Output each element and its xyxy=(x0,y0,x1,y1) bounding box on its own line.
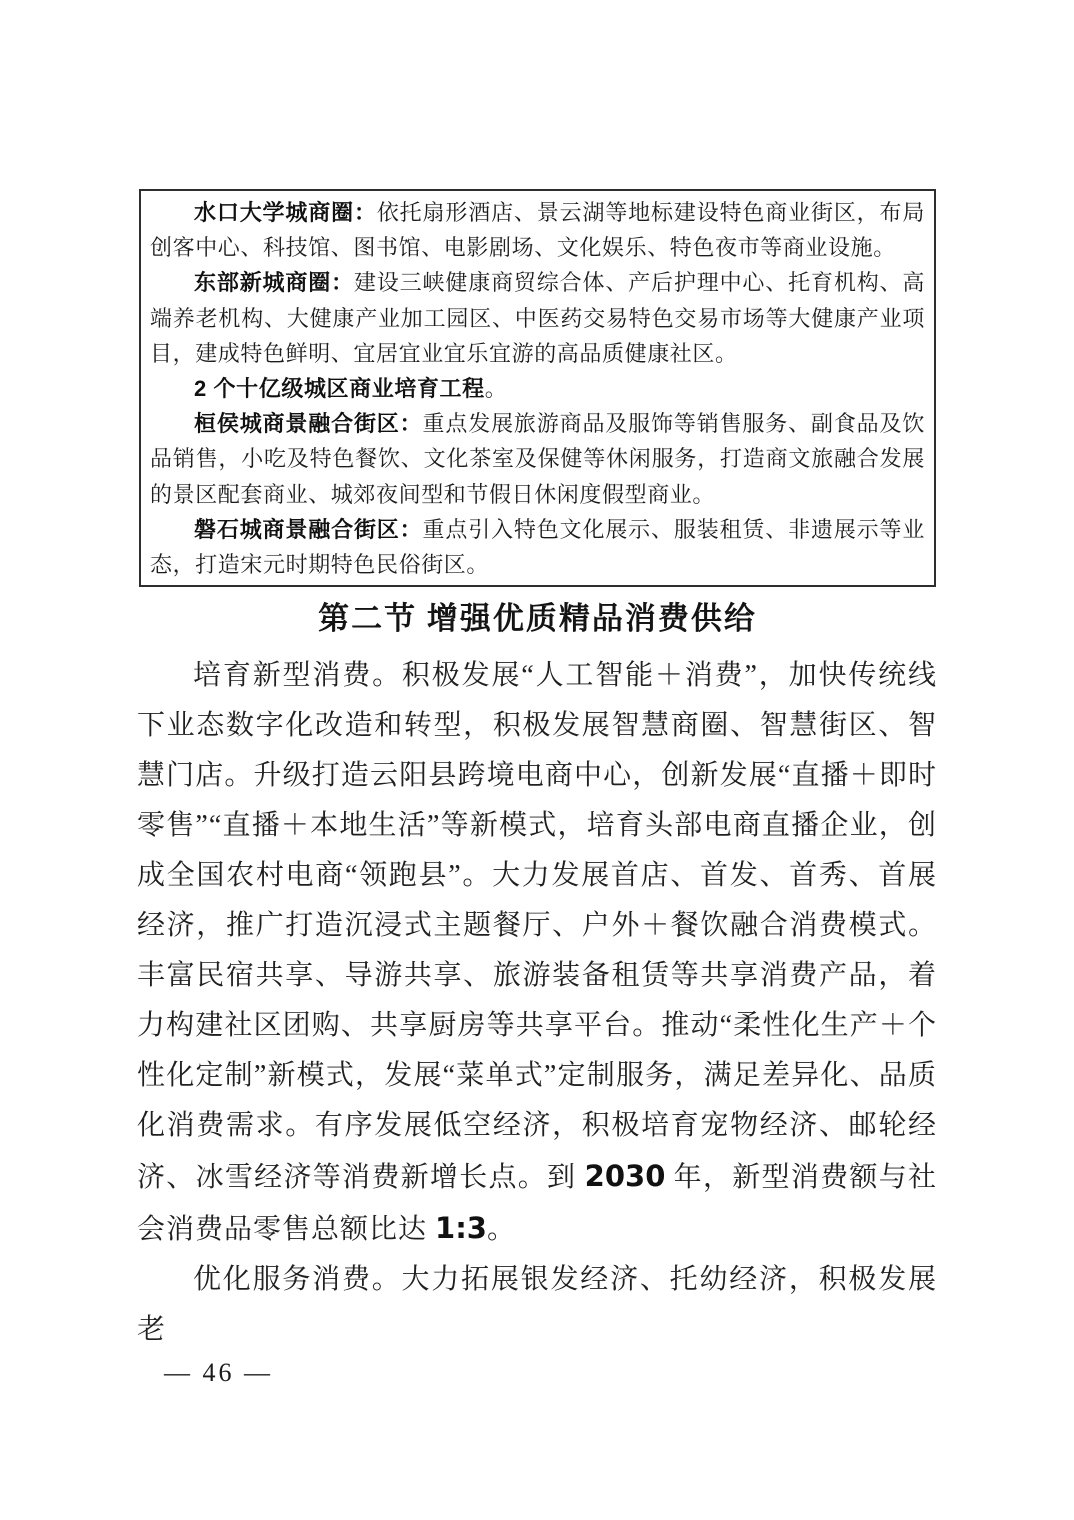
box-paragraph xyxy=(150,406,925,512)
paragraph-lead: 磐石城商景融合街区： xyxy=(194,516,423,542)
numeric-text: 2030 xyxy=(584,1159,666,1193)
paragraph-lead: 桓侯城商景融合街区： xyxy=(194,411,423,437)
numeric-text: 1:3 xyxy=(435,1211,487,1245)
text-segment: 。 xyxy=(484,376,508,402)
commercial-projects-box xyxy=(139,189,936,587)
text-segment: 重点引入特色文化展示、服装租赁、非遗展示等业态，打造宋元时期特色民俗街区。 xyxy=(150,516,925,578)
body-paragraph xyxy=(137,1255,937,1355)
body-text xyxy=(137,651,937,1355)
body-paragraph xyxy=(137,651,937,1255)
text-segment: 重点发展旅游商品及服饰等销售服务、副食品及饮品销售，小吃及特色餐饮、文化茶室及保健等休闲服务，打造商文旅融合发展的景区配套商业、城郊夜间型和节假日休闲度假型商业。 xyxy=(150,411,925,507)
text-segment: 年，新型消费额与社会消费品零售总额比达 xyxy=(137,1162,937,1245)
text-segment: 培育新型消费。积极发展“人工智能＋消费”，加快传统线下业态数字化改造和转型，积极发展智慧商圈、智慧街区、智慧门店。升级打造云阳县跨境电商中心，创新发展“直播＋即时零售”“直播＋本地生活”等新模式，培育头部电商直播企业，创成全国农村电商“领跑县”。大力发展首店、首发、首秀、首展经济，推广打造沉浸式主题餐厅、户外＋餐饮融合消费模式。丰富民宿共享、导游共享、旅游装备租赁等共享消费产品，着力构建社区团购、共享厨房等共享平台。推动“柔性化生产＋个性化定制”新模式，发展“菜单式”定制服务，满足差异化、品质化消费需求。有序发展低空经济，积极培育宠物经济、邮轮经济、冰雪经济等消费新增长点。到 xyxy=(137,660,937,1193)
paragraph-lead: 2 个十亿级城区商业培育工程 xyxy=(194,376,485,402)
page-number: — 46 — xyxy=(164,1358,273,1387)
box-paragraph xyxy=(150,512,925,582)
text-segment: 优化服务消费。大力拓展银发经济、托幼经济，积极发展老 xyxy=(137,1264,937,1345)
paragraph-lead: 东部新城商圈： xyxy=(194,270,354,296)
text-segment: 依托扇形酒店、景云湖等地标建设特色商业街区，布局创客中心、科技馆、图书馆、电影剧场、文化娱乐、特色夜市等商业设施。 xyxy=(150,200,925,261)
box-paragraph xyxy=(150,195,925,265)
paragraph-lead: 水口大学城商圈： xyxy=(194,200,377,225)
box-paragraph xyxy=(150,265,925,371)
section-heading: 第二节 增强优质精品消费供给 xyxy=(318,601,757,636)
text-segment: 。 xyxy=(486,1214,516,1245)
box-paragraph xyxy=(150,371,925,406)
text-segment: 建设三峡健康商贸综合体、产后护理中心、托育机构、高端养老机构、大健康产业加工园区、中医药交易特色交易市场等大健康产业项目，建成特色鲜明、宜居宜业宜乐宜游的高品质健康社区。 xyxy=(150,270,925,366)
